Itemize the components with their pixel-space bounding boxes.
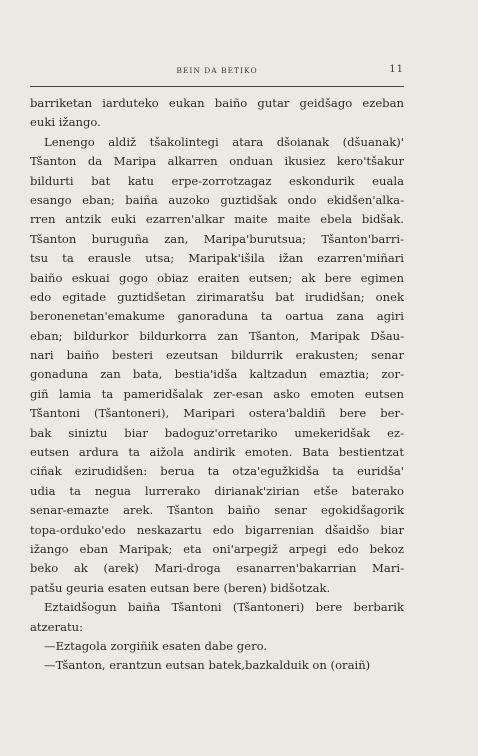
text-line: eban; bildurkor bildurkorra zan Tšanton, Maripak Dšau- [30, 328, 404, 343]
text-line: eutsen ardura ta aižola andirik emoten. Bata bestientzat [30, 445, 404, 460]
text-line: euki ižango. [30, 115, 101, 130]
text-line: ižango eban Maripak; eta oni'arpegiž arpegi edo bekoz [30, 541, 404, 556]
text-line: beronenetan'emakume ganoraduna ta oartua zana agiri [30, 309, 404, 324]
text-line: barriketan iarduteko eukan baiño gutar geidšago ezeban [30, 96, 404, 110]
running-title: BEIN DA BETIKO [176, 66, 258, 75]
text-line: Lenengo aldiž tšakolintegi atara dšoianak (dšuanak)' [44, 134, 404, 149]
text-line: bildurti bat katu erpe-zorrotzagaz eskondurik euala [30, 173, 404, 188]
text-line: rren antzik euki ezarren'alkar maite maite ebela bidšak. [30, 212, 404, 227]
text-line: baiño eskuai gogo obiaz eraiten eutsen; ak bere egimen [30, 270, 404, 285]
text-line: Tšanton da Maripa alkarren onduan ikusiez kero'tšakur [30, 154, 404, 169]
text-line: atzeratu: [30, 619, 84, 634]
text-line: patšu geuria esaten eutsan bere (beren) bidšotzak. [30, 580, 331, 595]
dialog-line: —Tšanton, erantzun eutsan batek,bazkalduik on (oraiñ) [44, 658, 371, 673]
text-line: Eztaidšogun baiña Tšantoni (Tšantoneri) bere berbarik [44, 600, 404, 615]
text-line: topa-orduko'edo neskazartu edo bigarrenian dšaidšo biar [30, 522, 404, 537]
text-line: beko ak (arek) Mari-droga esanarren'bakarrian Mari- [30, 561, 404, 576]
text-line: tsu ta erausle utsa; Maripak'išila ižan ezarren'miñari [30, 251, 404, 266]
text-line: Tšantoni (Tšantoneri), Maripari ostera'baldiñ bere ber- [30, 406, 404, 421]
text-line: giñ lamia ta pameridšalak zer-esan asko emoten eutsen [30, 386, 404, 401]
text-line: gonaduna zan bata, bestia'idša kaltzadun emaztia; zor- [30, 367, 404, 382]
text-line: nari baiño besteri ezeutsan bildurrik erakusten; senar [30, 348, 404, 363]
text-line: edo egitade guztidšetan zirimaratšu bat irudidšan; onek [30, 289, 404, 304]
dialog-line: —Eztagola zorgiñik esaten dabe gero. [44, 638, 268, 653]
text-line: ciñak ezirudidšen: berua ta otza'egužkidša ta euridša' [30, 464, 404, 479]
text-line: Tšanton buruguña zan, Maripa'burutsua; Tšanton'barri- [30, 231, 404, 246]
text-line: bak siniztu biar badoguz'orretariko umekeridšak ez- [30, 425, 404, 440]
header-rule [30, 86, 404, 87]
text-line: udia ta negua lurrerako dirianak'zirian etše baterako [30, 483, 404, 498]
page-number: 11 [389, 64, 404, 75]
text-line: senar-emazte arek. Tšanton baiño senar egokidšagorik [30, 503, 404, 518]
page-header [30, 64, 404, 80]
text-line: esango eban; baiña auzoko guztidšak ondo ekidšen'alka- [30, 192, 404, 207]
body-text [30, 94, 404, 676]
